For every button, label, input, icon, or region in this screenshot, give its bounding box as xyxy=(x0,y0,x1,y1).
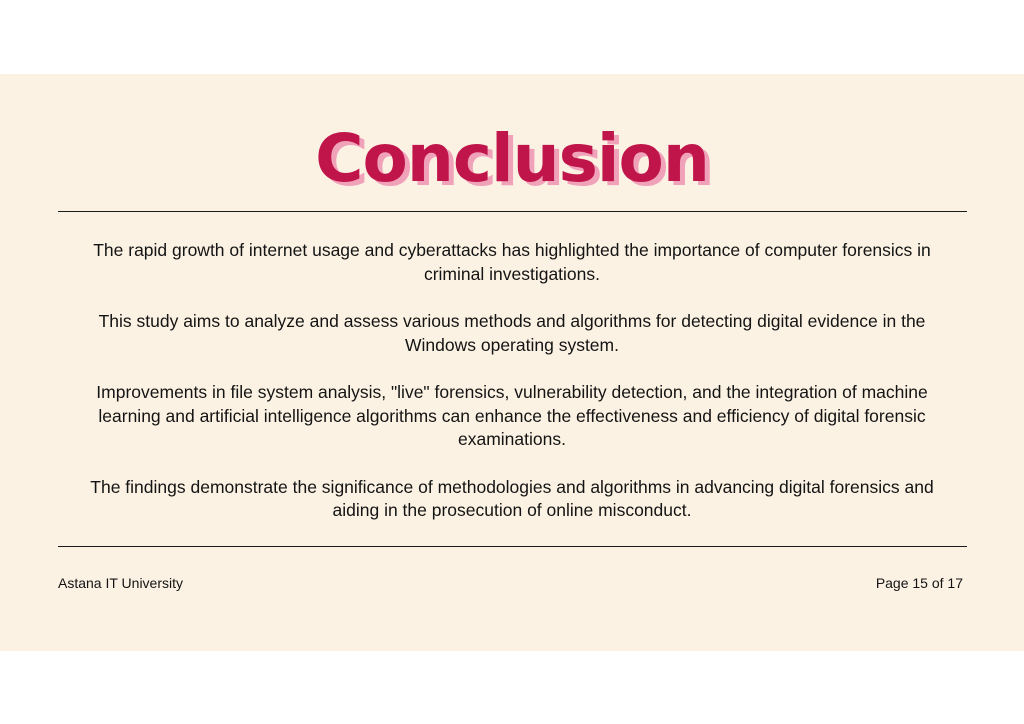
conclusion-body xyxy=(90,239,934,523)
footer-organization: Astana IT University xyxy=(58,575,184,591)
bottom-divider xyxy=(58,546,967,547)
paragraph-3: Improvements in file system analysis, "live" forensics, vulnerability detection, and the integration of machine learning and artificial intelligence algorithms can enhance the effectiveness and efficiency of digital forensic examinations. xyxy=(96,382,928,449)
paragraph-4: The findings demonstrate the significance of methodologies and algorithms in advancing digital forensics and aiding in the prosecution of online misconduct. xyxy=(90,476,934,520)
top-divider xyxy=(58,211,967,212)
paragraph-1: The rapid growth of internet usage and cyberattacks has highlighted the importance of computer forensics in criminal investigations. xyxy=(93,240,931,284)
title-container xyxy=(0,120,1024,197)
page-indicator: Page 15 of 17 xyxy=(875,575,963,591)
slide-title: Conclusion xyxy=(315,120,709,197)
slide xyxy=(0,74,1024,651)
paragraph-2: This study aims to analyze and assess various methods and algorithms for detecting digital evidence in the Windows operating system. xyxy=(98,311,926,355)
